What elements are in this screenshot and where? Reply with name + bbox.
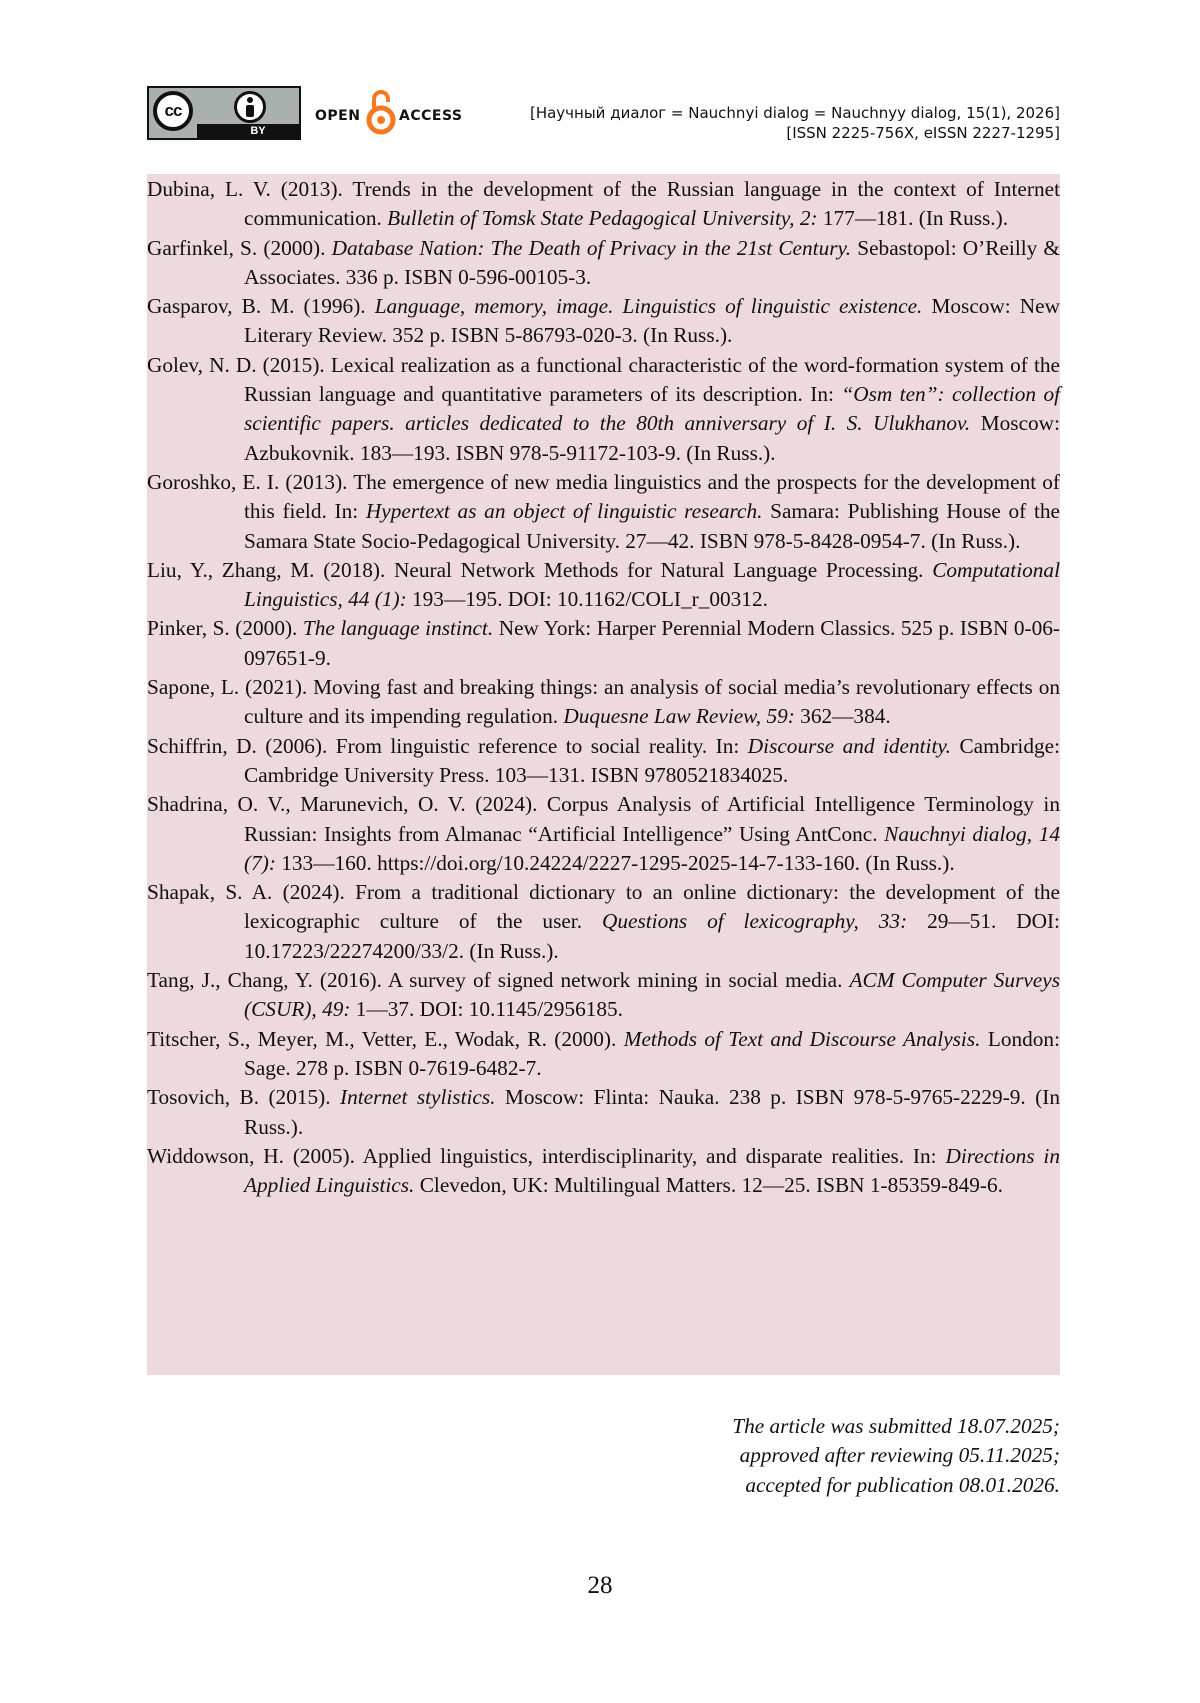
journal-citation <box>530 103 1060 143</box>
by-label: BY <box>197 124 299 138</box>
access-label: ACCESS <box>399 108 463 124</box>
cc-by-license-badge <box>147 86 301 140</box>
reference-item: Golev, N. D. (2015). Lexical realization as a functional characteristic of the word-formation system of the Russian language and quantitative parameters of its description. In: “Osm ten”: collection of scientific papers. articles dedicated to the 80th anniversary of I. S. Ulukhanov. Moscow: Azbukovnik. 183—193. ISBN 978-5-91172-103-9. (In Russ.). <box>147 352 1061 465</box>
open-access-logo <box>315 86 465 140</box>
reference-item: Titscher, S., Meyer, M., Vetter, E., Wodak, R. (2000). Methods of Text and Discourse Analysis. London: Sage. 278 p. ISBN 0-7619-6482-7. <box>147 1026 1060 1080</box>
journal-line: [Научный диалог = Nauchnyi dialog = Nauchnyy dialog, 15(1), 2026] <box>529 104 1060 122</box>
reference-item: Gasparov, B. M. (1996). Language, memory, image. Linguistics of linguistic existence. Moscow: New Literary Review. 352 p. ISBN 5-86793-020-3. (In Russ.). <box>147 294 1060 348</box>
reference-item: Pinker, S. (2000). The language instinct. New York: Harper Perennial Modern Classics. 525 p. ISBN 0-06-097651-9. <box>147 616 1061 670</box>
reference-item: Tosovich, B. (2015). Internet stylistics. Moscow: Flinta: Nauka. 238 p. ISBN 978-5-9765-2229-9. (In Russ.). <box>147 1085 1061 1139</box>
reference-item: Sapone, L. (2021). Moving fast and breaking things: an analysis of social media’s revolutionary effects on culture and its impending regulation. Duquesne Law Review, 59: 362—384. <box>147 675 1060 729</box>
issn-line: [ISSN 2225-756X, eISSN 2227-1295] <box>786 124 1060 142</box>
attribution-person-icon <box>234 91 266 123</box>
references-list <box>147 174 1060 1375</box>
reference-item: Shapak, S. A. (2024). From a traditional dictionary to an online dictionary: the development of the lexicographic culture of the user. Questions of lexicography, 33: 29—51. DOI: 10.17223/22274200/33/2. (In Russ.). <box>147 880 1060 963</box>
reference-item: Schiffrin, D. (2006). From linguistic reference to social reality. In: Discourse and identity. Cambridge: Cambridge University Press. 103—131. ISBN 9780521834025. <box>147 733 1060 787</box>
approved-date: approved after reviewing 05.11.2025; <box>739 1443 1060 1468</box>
reference-item: Dubina, L. V. (2013). Trends in the development of the Russian language in the context of Internet communication. Bulletin of Tomsk State Pedagogical University, 2: 177—181. (In Russ.). <box>147 177 1060 231</box>
accepted-date: accepted for publication 08.01.2026. <box>745 1472 1060 1497</box>
page-header <box>147 86 1060 146</box>
reference-item: Garfinkel, S. (2000). Database Nation: The Death of Privacy in the 21st Century. Sebastopol: O’Reilly & Associates. 336 p. ISBN 0-596-00105-3. <box>147 235 1060 289</box>
open-lock-icon <box>365 86 397 140</box>
reference-item: Widdowson, H. (2005). Applied linguistics, interdisciplinarity, and disparate realities. In: Directions in Applied Linguistics. Clevedon, UK: Multilingual Matters. 12—25. ISBN 1-85359-849-6. <box>147 1143 1060 1198</box>
reference-item: Goroshko, E. I. (2013). The emergence of new media linguistics and the prospects for the development of this field. In: Hypertext as an object of linguistic research. Samara: Publishing House of the Samara State Socio-Pedagogical University. 27—42. ISBN 978-5-8428-0954-7. (In Russ.). <box>147 469 1060 553</box>
reference-item: Liu, Y., Zhang, M. (2018). Neural Network Methods for Natural Language Processing. Computational Linguistics, 44 (1): 193—195. DOI: 10.1162/COLI_r_00312. <box>147 557 1060 612</box>
submission-dates <box>732 1412 1060 1500</box>
reference-item: Tang, J., Chang, Y. (2016). A survey of signed network mining in social media. ACM Computer Surveys (CSUR), 49: 1—37. DOI: 10.1145/2956185. <box>147 968 1060 1022</box>
open-label: OPEN <box>315 108 361 124</box>
cc-icon: cc <box>153 91 193 131</box>
submitted-date: The article was submitted 18.07.2025; <box>732 1414 1060 1438</box>
reference-item: Shadrina, O. V., Marunevich, O. V. (2024). Corpus Analysis of Artificial Intelligence Terminology in Russian: Insights from Almanac “Artificial Intelligence” Using AntConc. Nauchnyi dialog, 14 (7): 133—160. https://doi.org/10.24224/2227-1295-2025-14-7-133-160. (In Russ.). <box>147 792 1060 875</box>
page-number: 28 <box>587 1572 613 1599</box>
